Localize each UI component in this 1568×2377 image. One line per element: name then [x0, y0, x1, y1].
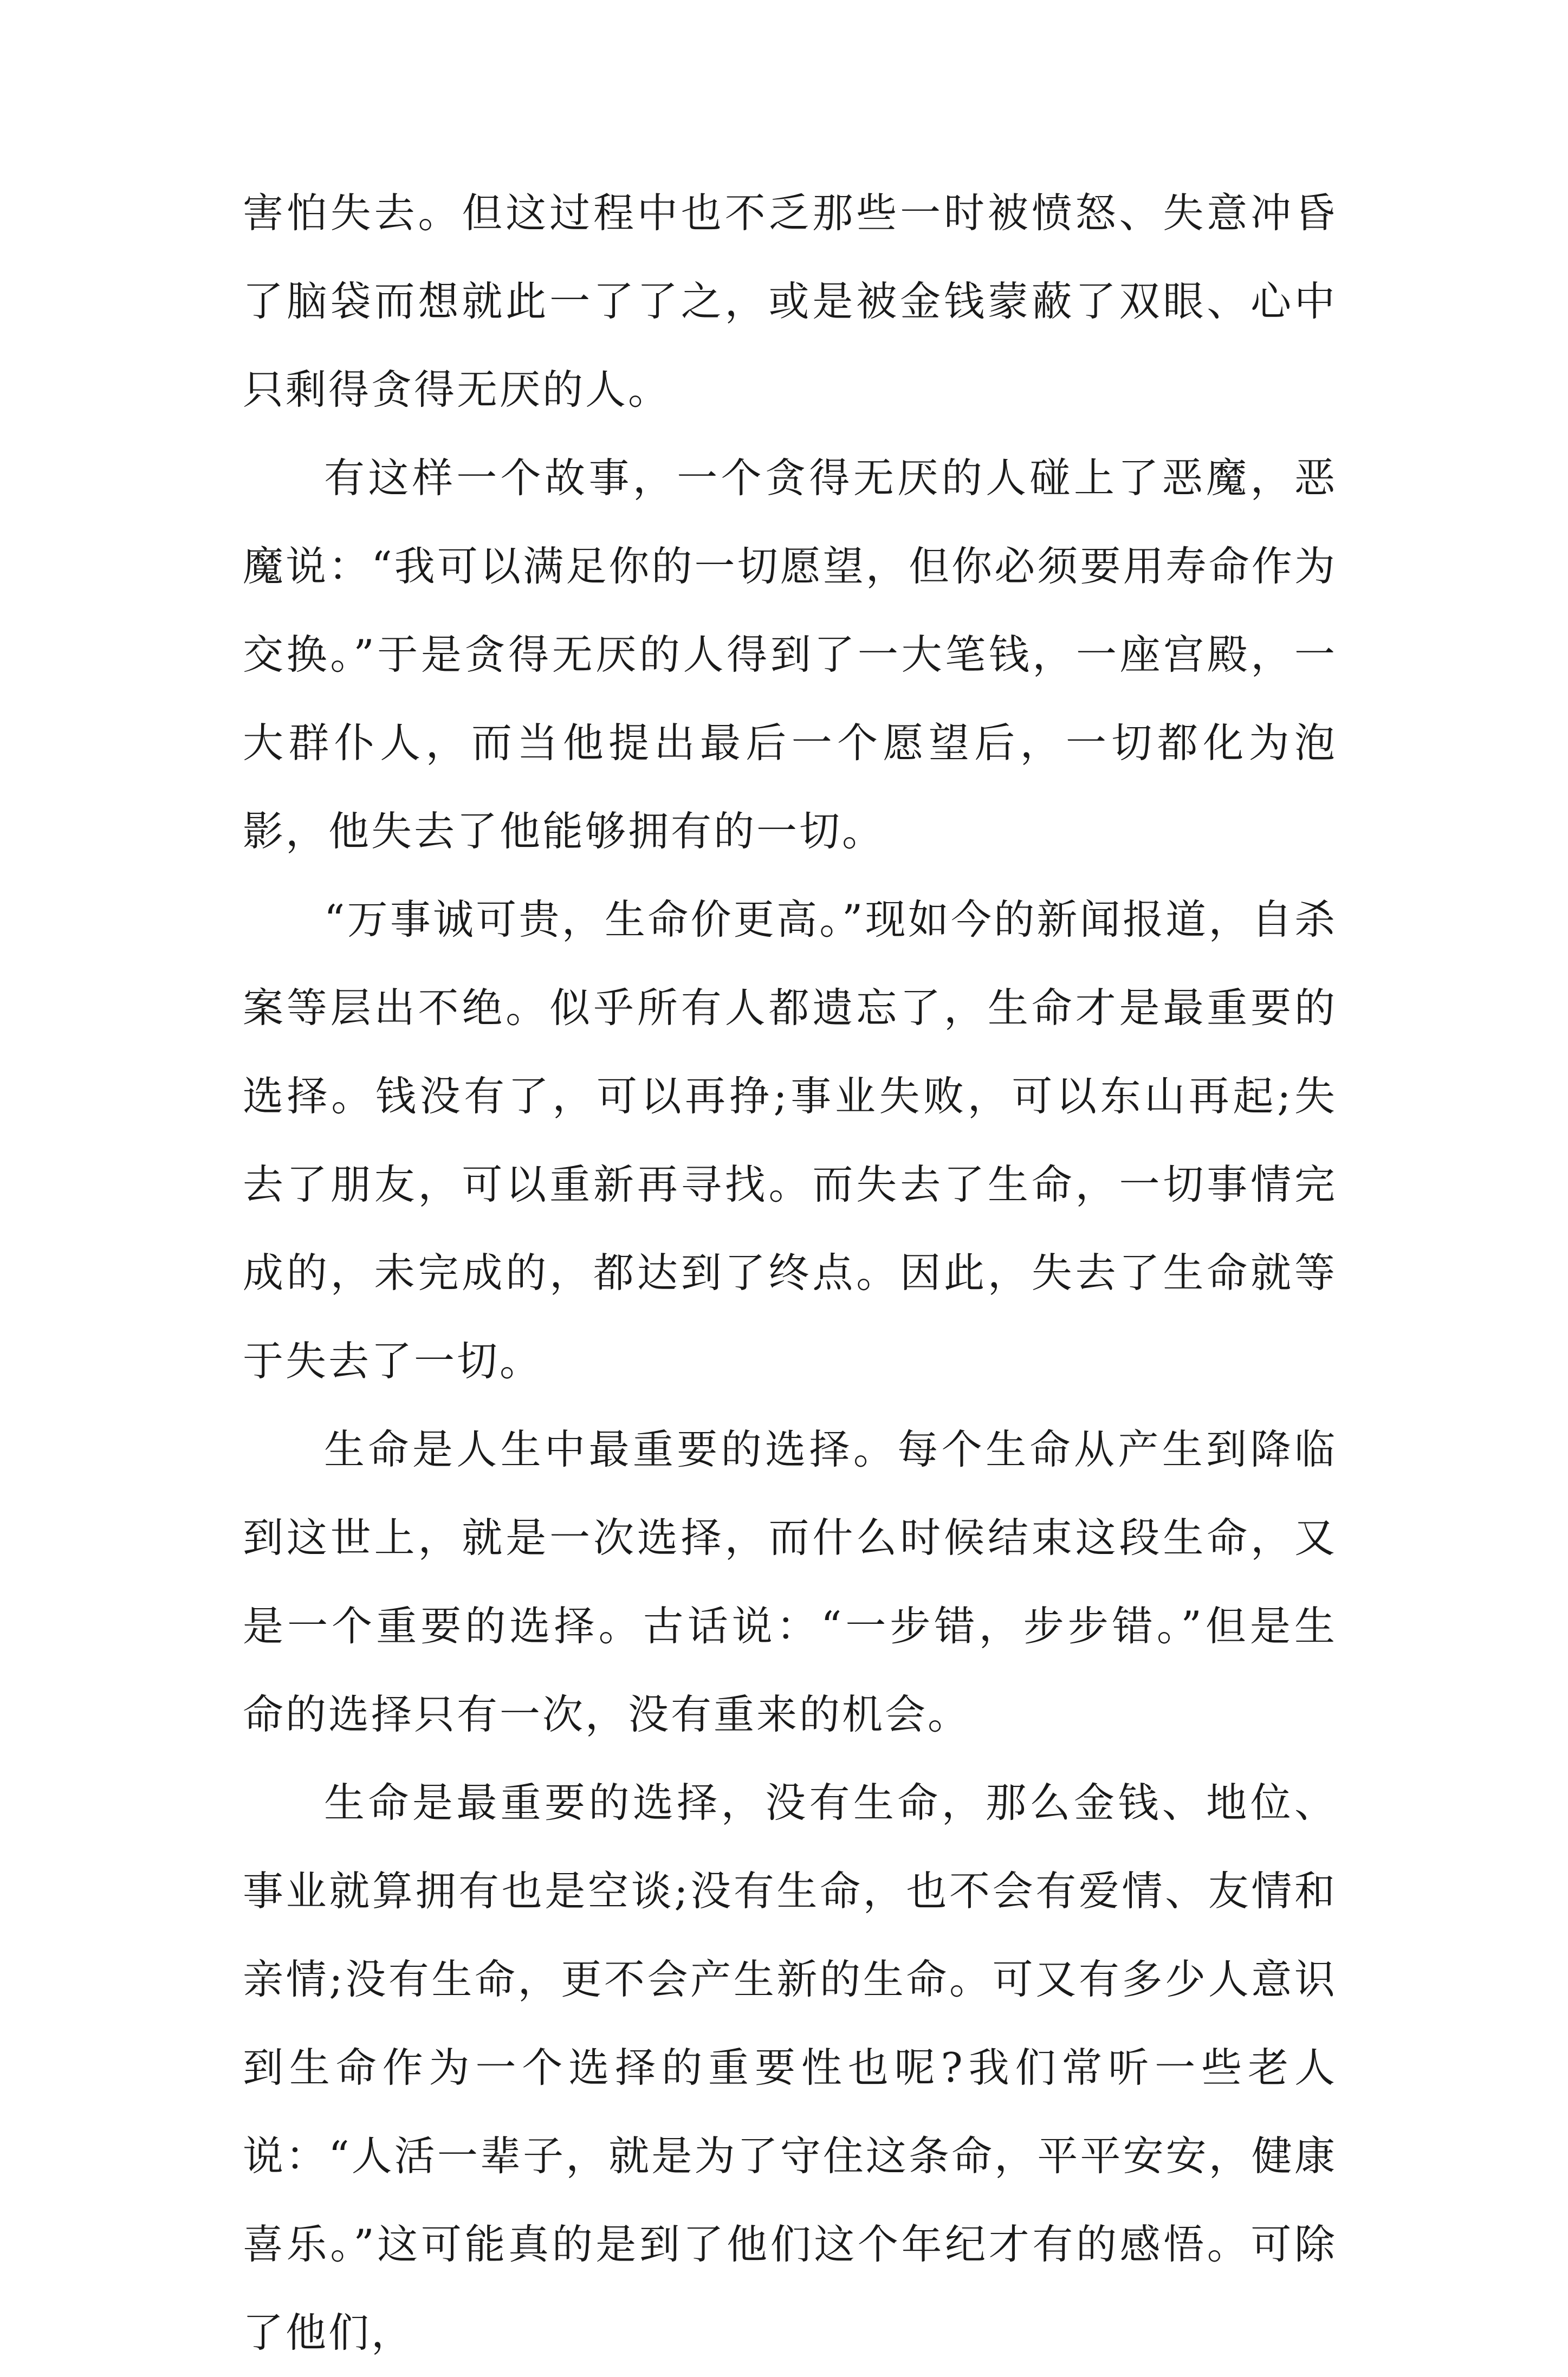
paragraph-1: 害怕失去。但这过程中也不乏那些一时被愤怒、失意冲昏了脑袋而想就此一了了之，或是被金钱蒙蔽了双眼、心中只剩得贪得无厌的人。 [243, 189, 1337, 413]
paragraph-5: 生命是最重要的选择，没有生命，那么金钱、地位、事业就算拥有也是空谈;没有生命，也不会有爱情、友情和亲情;没有生命，更不会产生新的生命。可又有多少人意识到生命作为一个选择的重要性也呢?我们常听一些老人说：“人活一辈子，就是为了守住这条命，平平安安，健康喜乐。”这可能真的是到了他们这个年纪才有的感悟。可除了他们， [243, 1779, 1337, 2356]
paragraph-2: 有这样一个故事，一个贪得无厌的人碰上了恶魔，恶魔说：“我可以满足你的一切愿望，但你必须要用寿命作为交换。”于是贪得无厌的人得到了一大笔钱，一座宫殿，一大群仆人，而当他提出最后一个愿望后，一切都化为泡影，他失去了他能够拥有的一切。 [243, 454, 1337, 855]
body-text [243, 169, 1337, 2377]
paragraph-3: “万事诚可贵，生命价更高。”现如今的新闻报道，自杀案等层出不绝。似乎所有人都遗忘了，生命才是最重要的选择。钱没有了，可以再挣;事业失败，可以东山再起;失去了朋友，可以重新再寻找。而失去了生命，一切事情完成的，未完成的，都达到了终点。因此，失去了生命就等于失去了一切。 [243, 896, 1337, 1385]
paragraph-4: 生命是人生中最重要的选择。每个生命从产生到降临到这世上，就是一次选择，而什么时候结束这段生命，又是一个重要的选择。古话说：“一步错，步步错。”但是生命的选择只有一次，没有重来的机会。 [243, 1426, 1337, 1738]
